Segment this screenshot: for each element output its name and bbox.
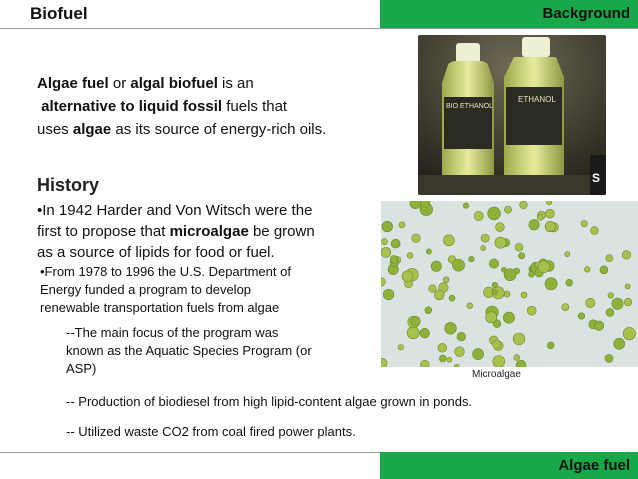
algae-cell bbox=[481, 246, 486, 251]
algae-cell bbox=[493, 356, 505, 368]
intro-paragraph bbox=[37, 72, 377, 141]
algae-cell bbox=[586, 298, 595, 307]
algae-cell bbox=[622, 251, 631, 260]
algae-cell bbox=[443, 277, 449, 283]
algae-cell bbox=[529, 220, 539, 230]
algae-cell bbox=[529, 271, 535, 277]
algae-cell bbox=[492, 290, 497, 295]
algae-cell bbox=[546, 209, 555, 218]
term-microalgae: microalgae bbox=[169, 223, 249, 240]
algae-cell bbox=[443, 235, 454, 246]
algae-cell bbox=[504, 269, 516, 281]
slide-title: Biofuel bbox=[30, 4, 88, 23]
algae-cell bbox=[473, 349, 484, 360]
term-algal-biofuel: algal biofuel bbox=[130, 75, 218, 92]
algae-cell bbox=[421, 360, 430, 367]
algae-cell bbox=[429, 285, 437, 293]
bottle-label-right: ETHANOL bbox=[518, 95, 556, 104]
algae-cell bbox=[496, 223, 505, 232]
algae-cell bbox=[538, 261, 550, 273]
text: be grown bbox=[248, 223, 315, 240]
sub-line: known as the Aquatic Species Program (or bbox=[66, 343, 312, 358]
algae-cell bbox=[565, 252, 570, 257]
algae-cell bbox=[481, 234, 489, 242]
algae-cell bbox=[486, 312, 497, 323]
algae-cell bbox=[614, 338, 625, 349]
algae-cell bbox=[390, 256, 398, 264]
algae-cell bbox=[606, 255, 613, 262]
bullet-1978 bbox=[40, 263, 360, 317]
bullet-line: renewable transportation fuels from algae bbox=[40, 300, 280, 315]
algae-cell bbox=[492, 340, 501, 349]
algae-cell bbox=[412, 234, 421, 243]
term-algae: algae bbox=[72, 121, 112, 138]
algae-cell bbox=[434, 290, 444, 300]
sub-bullet-biodiesel: -- Production of biodiesel from high lipid-content algae grown in ponds. bbox=[66, 394, 473, 409]
algae-cell bbox=[605, 354, 613, 362]
sub-bullet-co2: -- Utilized waste CO2 from coal fired power plants. bbox=[66, 424, 356, 439]
algae-cell bbox=[520, 201, 528, 209]
sub-line: --The main focus of the program was bbox=[66, 325, 279, 340]
algae-cell bbox=[625, 284, 630, 289]
algae-cell bbox=[407, 327, 419, 339]
algae-cell bbox=[545, 278, 557, 290]
algae-cell bbox=[504, 206, 511, 213]
algae-cell bbox=[537, 215, 543, 221]
history-heading: History bbox=[37, 175, 100, 195]
algae-cell bbox=[426, 249, 431, 254]
algae-cell bbox=[581, 221, 587, 227]
algae-cell bbox=[439, 355, 446, 362]
algae-cell bbox=[624, 298, 632, 306]
algae-cell bbox=[391, 239, 400, 248]
algae-cell bbox=[514, 355, 520, 361]
algae-cell bbox=[454, 364, 459, 367]
algae-cell bbox=[566, 279, 573, 286]
bullet-1942 bbox=[37, 200, 357, 263]
algae-cell bbox=[515, 243, 523, 251]
algae-cell bbox=[411, 316, 421, 326]
algae-cell bbox=[623, 327, 635, 339]
algae-cell bbox=[467, 303, 473, 309]
algae-cell bbox=[381, 247, 391, 257]
term-alt-fossil: alternative to liquid fossil bbox=[41, 98, 223, 115]
algae-cell bbox=[407, 253, 413, 259]
section-label: Background bbox=[542, 5, 630, 22]
algae-cell bbox=[463, 203, 468, 208]
algae-cell bbox=[608, 293, 614, 299]
corner-mark: S bbox=[592, 171, 601, 185]
algae-cell bbox=[547, 201, 552, 205]
algae-cell bbox=[452, 259, 464, 271]
algae-cell bbox=[519, 253, 525, 259]
algae-cell bbox=[527, 306, 536, 315]
term-algae-fuel: Algae fuel bbox=[37, 75, 109, 92]
footer-tab bbox=[380, 452, 638, 479]
algae-cell bbox=[513, 333, 525, 345]
text: uses bbox=[37, 121, 73, 138]
algae-cell bbox=[438, 343, 447, 352]
bottle-label-left: BIO ETHANOL bbox=[446, 103, 494, 110]
sub-line: ASP) bbox=[66, 361, 97, 376]
algae-cell bbox=[447, 357, 452, 362]
algae-cell bbox=[488, 207, 501, 220]
bullet-line: as a source of lipids for food or fuel. bbox=[37, 244, 275, 261]
algae-cell bbox=[594, 321, 604, 331]
algae-cell bbox=[585, 267, 591, 273]
text: is an bbox=[217, 75, 254, 92]
sub-bullet-asp bbox=[66, 324, 366, 378]
bullet-line: Energy funded a program to develop bbox=[40, 282, 252, 297]
microalgae-photo bbox=[381, 201, 638, 367]
algae-cell bbox=[504, 291, 510, 297]
algae-cell bbox=[399, 222, 405, 228]
algae-cell bbox=[382, 221, 393, 232]
microalgae-caption: Microalgae bbox=[472, 369, 521, 380]
algae-cell bbox=[600, 266, 608, 274]
algae-cell bbox=[474, 211, 483, 220]
algae-cell bbox=[591, 227, 599, 235]
bullet-line: •From 1978 to 1996 the U.S. Department of bbox=[40, 264, 291, 279]
algae-cell bbox=[562, 304, 569, 311]
text: as its source of energy-rich oils. bbox=[111, 121, 327, 138]
algae-cell bbox=[382, 239, 388, 245]
algae-cell bbox=[420, 328, 430, 338]
algae-cell bbox=[545, 221, 555, 231]
footer-label: Algae fuel bbox=[558, 457, 630, 474]
text: or bbox=[108, 75, 131, 92]
text: fuels that bbox=[222, 98, 288, 115]
section-tab bbox=[380, 0, 638, 28]
algae-cell bbox=[578, 313, 585, 320]
algae-cell bbox=[402, 271, 413, 282]
algae-cell bbox=[398, 345, 404, 351]
algae-cell bbox=[449, 295, 455, 301]
algae-cell bbox=[503, 312, 514, 323]
algae-cell bbox=[431, 261, 441, 271]
algae-cell bbox=[521, 292, 527, 298]
algae-cell bbox=[445, 322, 457, 334]
header-divider bbox=[0, 28, 638, 29]
bioethanol-bottles-photo bbox=[418, 35, 606, 195]
algae-cell bbox=[606, 309, 614, 317]
algae-cell bbox=[457, 332, 466, 341]
bullet-line: •In 1942 Harder and Von Witsch were the bbox=[37, 202, 313, 219]
algae-cell bbox=[489, 259, 498, 268]
algae-cell bbox=[547, 342, 554, 349]
algae-cell bbox=[455, 347, 465, 357]
text: first to propose that bbox=[37, 223, 170, 240]
algae-cell bbox=[495, 237, 506, 248]
algae-cell bbox=[612, 298, 623, 309]
algae-cell bbox=[469, 256, 475, 262]
algae-cell bbox=[383, 289, 394, 300]
algae-cell bbox=[425, 307, 432, 314]
